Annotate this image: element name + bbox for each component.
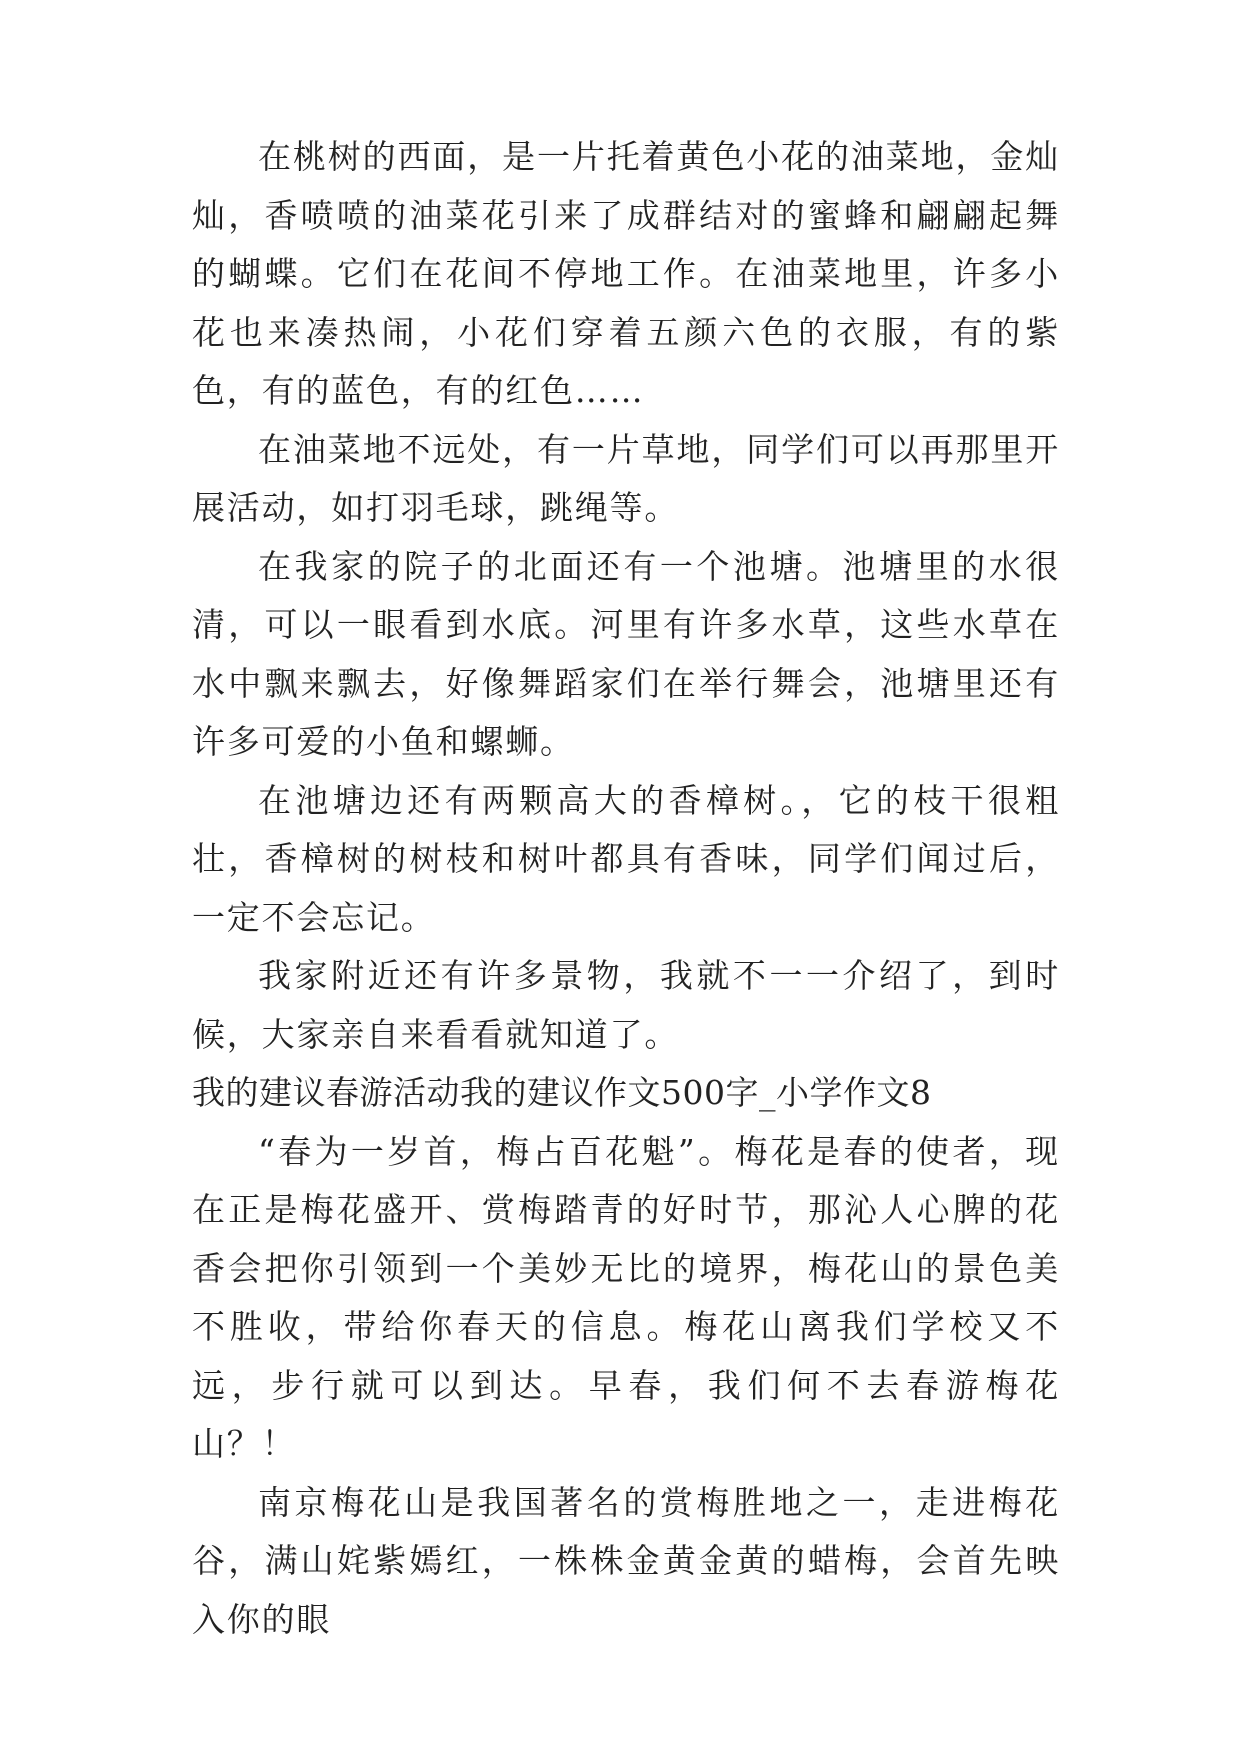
- document-body: [192, 128, 1060, 1649]
- section-heading: 我的建议春游活动我的建议作文500字_小学作文8: [192, 1073, 932, 1112]
- paragraph-camphor-trees: 在池塘边还有两颗高大的香樟树。，它的枝干很粗壮，香樟树的树枝和树叶都具有香味，同学们闻过后，一定不会忘记。: [192, 780, 1060, 937]
- paragraph-plum-blossom-intro: “春为一岁首，梅占百花魁”。梅花是春的使者，现在正是梅花盛开、赏梅踏青的好时节，那沁人心脾的花香会把你引领到一个美妙无比的境界，梅花山的景色美不胜收，带给你春天的信息。梅花山离我们学校又不远，步行就可以到达。早春，我们何不去春游梅花山？！: [192, 1131, 1060, 1463]
- paragraph-plum-blossom-mountain: 南京梅花山是我国著名的赏梅胜地之一，走进梅花谷，满山姹紫嫣红，一株株金黄金黄的蜡梅，会首先映入你的眼: [192, 1482, 1060, 1639]
- paragraph-closing: 我家附近还有许多景物，我就不一一介绍了，到时候，大家亲自来看看就知道了。: [192, 956, 1060, 1054]
- paragraph-grass-field: 在油菜地不远处，有一片草地，同学们可以再那里开展活动，如打羽毛球，跳绳等。: [192, 429, 1060, 527]
- paragraph-pond: 在我家的院子的北面还有一个池塘。池塘里的水很清，可以一眼看到水底。河里有许多水草，这些水草在水中飘来飘去，好像舞蹈家们在举行舞会，池塘里还有许多可爱的小鱼和螺蛳。: [192, 546, 1060, 761]
- paragraph-rapeseed-field: 在桃树的西面，是一片托着黄色小花的油菜地，金灿灿，香喷喷的油菜花引来了成群结对的蜜蜂和翩翩起舞的蝴蝶。它们在花间不停地工作。在油菜地里，许多小花也来凑热闹，小花们穿着五颜六色的衣服，有的紫色，有的蓝色，有的红色……: [192, 137, 1060, 410]
